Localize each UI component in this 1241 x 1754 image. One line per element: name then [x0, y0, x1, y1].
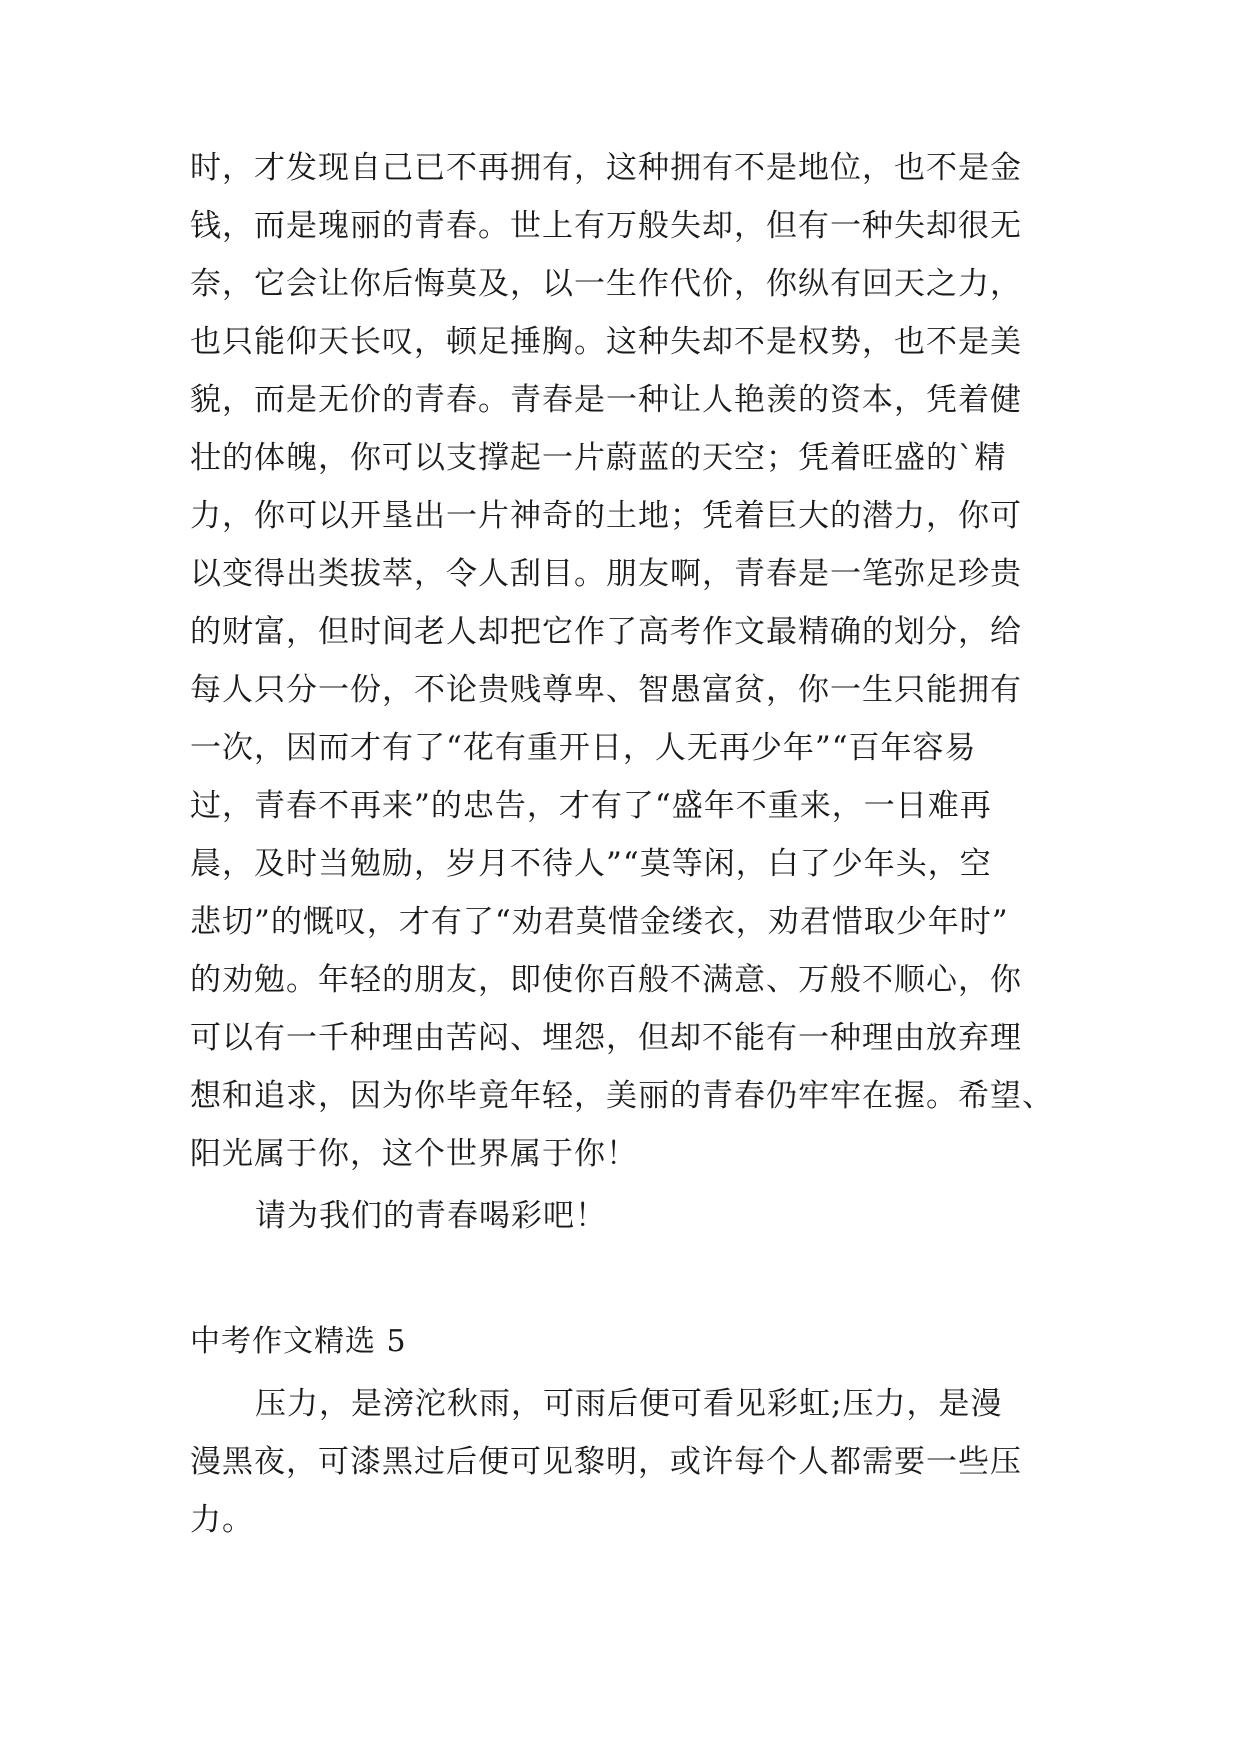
paragraph-line: 壮的体魄，你可以支撑起一片蔚蓝的天空；凭着旺盛的`精 [190, 440, 1007, 476]
paragraph-line: 以变得出类拔萃，令人刮目。朋友啊，青春是一笔弥足珍贵 [190, 556, 1022, 592]
paragraph-line: 时，才发现自己已不再拥有，这种拥有不是地位，也不是金 [190, 150, 1022, 186]
paragraph-line: 一次，因而才有了“花有重开日，人无再少年”“百年容易 [190, 730, 977, 766]
paragraph-line: 力，你可以开垦出一片神奇的土地；凭着巨大的潜力，你可 [190, 498, 1022, 534]
paragraph-line: 晨，及时当勉励，岁月不待人”“莫等闲，白了少年头，空 [190, 846, 992, 882]
paragraph-line: 漫黑夜，可漆黑过后便可见黎明，或许每个人都需要一些压 [190, 1444, 1022, 1480]
paragraph-line: 的财富，但时间老人却把它作了高考作文最精确的划分，给 [190, 614, 1022, 650]
section-heading: 中考作文精选 5 [190, 1324, 407, 1359]
paragraph-line: 过，青春不再来”的忠告，才有了“盛年不重来，一日难再 [190, 788, 992, 824]
paragraph-line: 钱，而是瑰丽的青春。世上有万般失却，但有一种失却很无 [190, 208, 1022, 244]
paragraph-line: 请为我们的青春喝彩吧！ [255, 1198, 607, 1234]
paragraph-line: 阳光属于你，这个世界属于你！ [190, 1136, 638, 1172]
paragraph-line: 奈，它会让你后悔莫及，以一生作代价，你纵有回天之力， [190, 266, 1022, 302]
paragraph-line: 也只能仰天长叹，顿足捶胸。这种失却不是权势，也不是美 [190, 324, 1022, 360]
paragraph-line: 的劝勉。年轻的朋友，即使你百般不满意、万般不顺心，你 [190, 962, 1022, 998]
paragraph-line: 每人只分一份，不论贵贱尊卑、智愚富贫，你一生只能拥有 [190, 672, 1022, 708]
paragraph-line: 力。 [190, 1502, 254, 1538]
paragraph-line: 悲切”的慨叹，才有了“劝君莫惜金缕衣，劝君惜取少年时” [190, 904, 1009, 940]
paragraph-line: 压力，是滂沱秋雨，可雨后便可看见彩虹;压力，是漫 [255, 1386, 1003, 1422]
paragraph-line: 可以有一千种理由苦闷、埋怨，但却不能有一种理由放弃理 [190, 1020, 1022, 1056]
paragraph-line: 貌，而是无价的青春。青春是一种让人艳羡的资本，凭着健 [190, 382, 1022, 418]
paragraph-line: 想和追求，因为你毕竟年轻，美丽的青春仍牢牢在握。希望、 [190, 1078, 1054, 1114]
